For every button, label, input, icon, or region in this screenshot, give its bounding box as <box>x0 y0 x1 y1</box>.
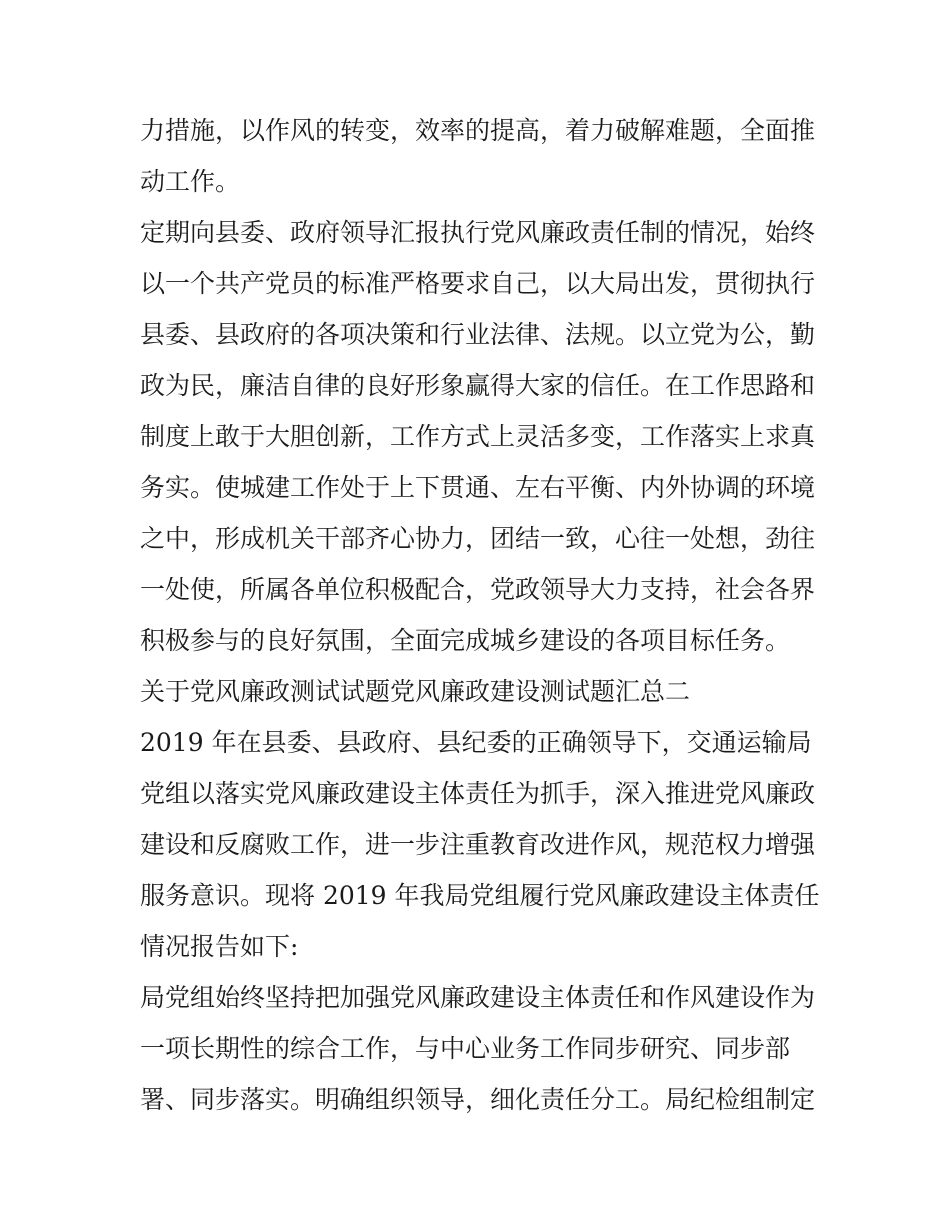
text-line-2: 动工作。 <box>140 167 241 196</box>
text-line-10: 一处使，所属各单位积极配合，党政领导大力支持，社会各界 <box>140 575 816 604</box>
text-line-1: 力措施，以作风的转变，效率的提高，着力破解难题，全面推 <box>140 116 816 145</box>
text-line-18: 局党组始终坚持把加强党风廉政建设主体责任和作风建设作为 <box>140 983 816 1012</box>
text-line-14: 党组以落实党风廉政建设主体责任为抓手，深入推进党风廉政 <box>140 779 816 808</box>
text-line-11: 积极参与的良好氛围，全面完成城乡建设的各项目标任务。 <box>140 626 791 655</box>
text-line-16: 服务意识。现将 2019 年我局党组履行党风廉政建设主体责任 <box>140 881 820 910</box>
text-line-17: 情况报告如下: <box>140 932 299 961</box>
text-line-19: 一项长期性的综合工作，与中心业务工作同步研究、同步部 <box>140 1034 791 1063</box>
text-line-13: 2019 年在县委、县政府、县纪委的正确领导下，交通运输局 <box>140 728 812 757</box>
text-line-15: 建设和反腐败工作，进一步注重教育改进作风，规范权力增强 <box>140 830 816 859</box>
text-line-4: 以一个共产党员的标准严格要求自己，以大局出发，贯彻执行 <box>140 269 816 298</box>
text-line-9: 之中，形成机关干部齐心协力，团结一致，心往一处想，劲往 <box>140 524 816 553</box>
text-line-20: 署、同步落实。明确组织领导，细化责任分工。局纪检组制定 <box>140 1085 816 1114</box>
text-line-8: 务实。使城建工作处于上下贯通、左右平衡、内外协调的环境 <box>140 473 816 502</box>
text-line-7: 制度上敢于大胆创新，工作方式上灵活多变，工作落实上求真 <box>140 422 816 451</box>
text-line-6: 政为民，廉洁自律的良好形象赢得大家的信任。在工作思路和 <box>140 371 816 400</box>
text-line-3: 定期向县委、政府领导汇报执行党风廉政责任制的情况，始终 <box>140 218 816 247</box>
section-heading: 关于党风廉政测试试题党风廉政建设测试题汇总二 <box>140 677 691 706</box>
document-body <box>140 105 820 1125</box>
text-line-5: 县委、县政府的各项决策和行业法律、法规。以立党为公，勤 <box>140 320 816 349</box>
